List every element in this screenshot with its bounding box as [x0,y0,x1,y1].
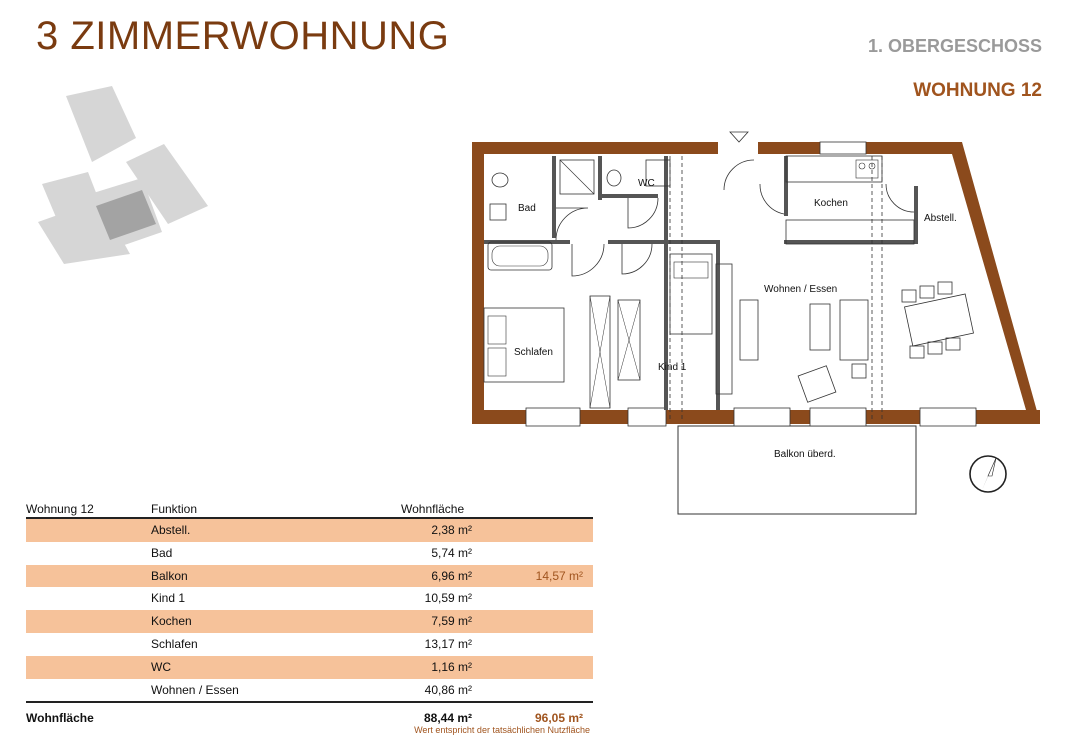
row-area: 13,17 m² [424,636,472,651]
floor-label: 1. OBERGESCHOSS [867,36,1042,56]
row-extra: 14,57 m² [535,568,583,583]
table-row [26,519,593,542]
row-area: 40,86 m² [424,682,472,697]
table-row [26,542,593,565]
row-function: Kind 1 [151,591,186,606]
table-total-row [26,701,593,725]
row-function: Abstell. [151,523,191,537]
footnote: Wert entspricht der tatsächlichen Nutzfläche [414,725,590,735]
row-area: 5,74 m² [431,545,472,560]
total-label: Wohnfläche [26,711,94,726]
table-row [26,565,593,588]
room-label-kind: Kind 1 [658,362,687,373]
row-area: 7,59 m² [431,614,472,629]
page-title: 3 ZIMMERWOHNUNG [36,14,450,58]
compass-north-icon [970,456,1006,492]
room-label-abstell: Abstell. [924,213,957,224]
total-area: 88,44 m² [423,711,472,726]
table-body [26,519,593,701]
row-function: Balkon [151,568,188,583]
table-row [26,587,593,610]
row-area: 1,16 m² [431,659,472,674]
row-function: Schlafen [151,636,198,651]
row-function: Wohnen / Essen [151,682,239,697]
row-area: 6,96 m² [431,568,472,583]
room-label-schlafen: Schlafen [514,347,553,358]
site-plan-keymap [30,82,220,272]
room-label-wohnen: Wohnen / Essen [764,284,838,295]
room-label-bad: Bad [518,203,536,214]
balcony-outline [678,426,916,514]
header-area: Wohnfläche [401,502,465,516]
room-label-kochen: Kochen [814,198,848,209]
area-table [26,500,593,725]
table-row [26,679,593,702]
header-function: Funktion [151,502,198,516]
row-area: 10,59 m² [424,591,472,606]
row-area: 2,38 m² [431,523,472,537]
total-extra: 96,05 m² [534,711,583,726]
room-label-balkon: Balkon überd. [774,449,836,460]
row-function: Bad [151,545,173,560]
row-function: Kochen [151,614,192,629]
header-unit: Wohnung 12 [26,502,94,516]
unit-label: WOHNUNG 12 [913,80,1042,101]
table-row [26,633,593,656]
table-row [26,610,593,633]
room-label-wc: WC [638,178,655,189]
table-row [26,656,593,679]
table-header [26,500,593,519]
floor-plan [468,124,1068,524]
row-function: WC [151,659,171,674]
